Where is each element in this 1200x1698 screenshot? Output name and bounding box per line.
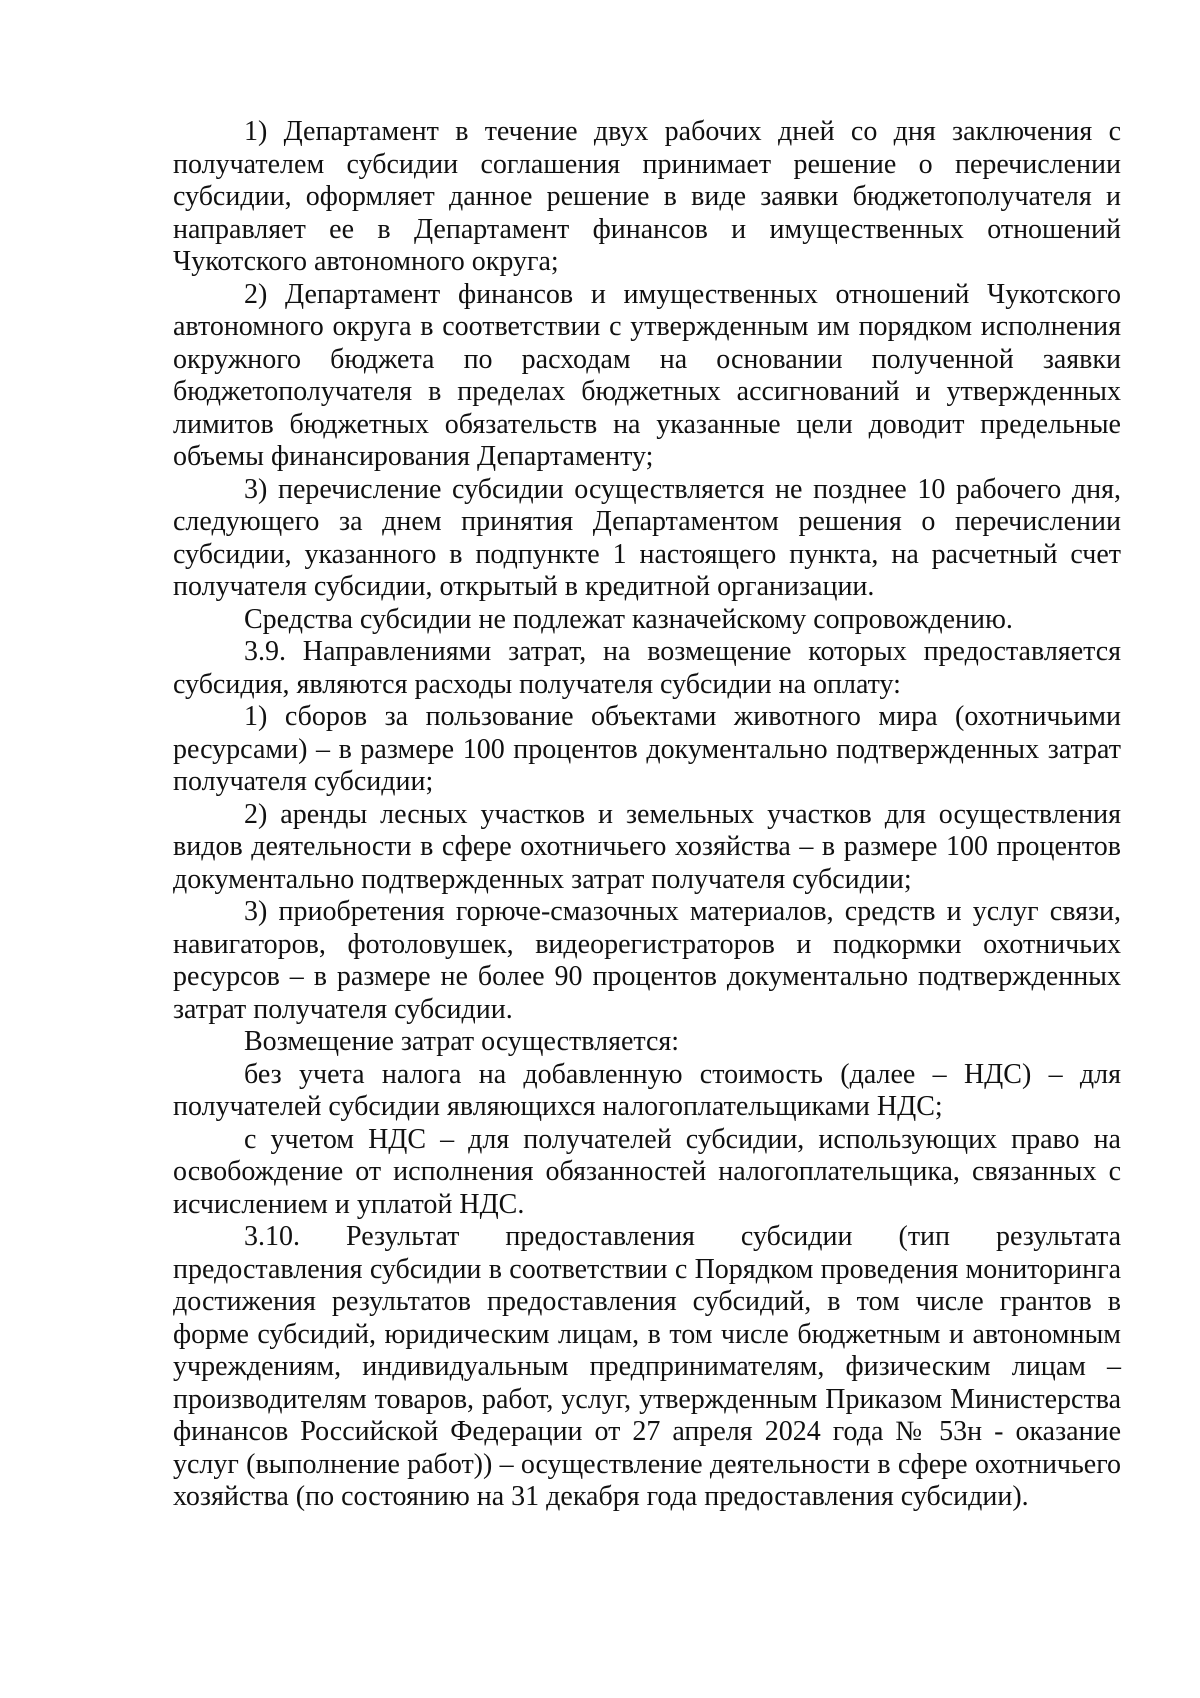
paragraph-expense-1-fees: 1) сборов за пользование объектами животного мира (охотничьими ресурсами) – в размере 100 процентов документально подтвержденных затрат получателя субсидии; (173, 701, 1121, 797)
paragraph-with-vat: с учетом НДС – для получателей субсидии, использующих право на освобождение от исполнения обязанностей налогоплательщика, связанных с исчислением и уплатой НДС. (173, 1123, 1121, 1220)
paragraph-clause-3-9: 3.9. Направлениями затрат, на возмещение которых предоставляется субсидия, являются расходы получателя субсидии на оплату: (173, 636, 1121, 700)
paragraph-expense-2-lease: 2) аренды лесных участков и земельных участков для осуществления видов деятельности в сфере охотничьего хозяйства – в размере 100 процентов документально подтвержденных затрат получателя субсидии; (173, 798, 1121, 895)
paragraph-treasury-note: Средства субсидии не подлежат казначейскому сопровождению. (244, 603, 1013, 635)
paragraph-subitem-1-department-decision: 1) Департамент в течение двух рабочих дней со дня заключения с получателем субсидии соглашения принимает решение о перечислении субсидии, оформляет данное решение в виде заявки бюджетополучателя и направляет ее в Департамент финансов и имущественных отношений Чукотского автономного округа; (173, 116, 1121, 277)
paragraph-subitem-3-transfer-deadline: 3) перечисление субсидии осуществляется не позднее 10 рабочего дня, следующего за днем принятия Департаментом решения о перечислении субсидии, указанного в подпункте 1 настоящего пункта, на расчетный счет получателя субсидии, открытый в кредитной организации. (173, 473, 1121, 602)
paragraph-without-vat: без учета налога на добавленную стоимость (далее – НДС) – для получателей субсидии являющихся налогоплательщиками НДС; (173, 1058, 1121, 1122)
paragraph-reimbursement-intro: Возмещение затрат осуществляется: (244, 1026, 680, 1057)
paragraph-expense-3-supplies: 3) приобретения горюче-смазочных материалов, средств и услуг связи, навигаторов, фотоловушек, видеорегистраторов и подкормки охотничьих ресурсов – в размере не более 90 процентов документально подтвержденных затрат получателя субсидии. (173, 896, 1121, 1025)
paragraph-clause-3-10: 3.10. Результат предоставления субсидии (тип результата предоставления субсидии в соответствии с Порядком проведения мониторинга достижения результатов предоставления субсидий, в том числе грантов в форме субсидий, юридическим лицам, в том числе бюджетным и автономным учреждениям, индивидуальным предпринимателям, физическим лицам – производителям товаров, работ, услуг, утвержденным Приказом Министерства финансов Российской Федерации от 27 апреля 2024 года № 53н - оказание услуг (выполнение работ)) – осуществление деятельности в сфере охотничьего хозяйства (по состоянию на 31 декабря года предоставления субсидии). (173, 1221, 1121, 1512)
paragraph-subitem-2-finance-department: 2) Департамент финансов и имущественных отношений Чукотского автономного округа в соответствии с утвержденным им порядком исполнения окружного бюджета по расходам на основании полученной заявки бюджетополучателя в пределах бюджетных ассигнований и утвержденных лимитов бюджетных обязательств на указанные цели доводит предельные объемы финансирования Департаменту; (173, 278, 1121, 472)
document-body (173, 116, 1121, 1514)
